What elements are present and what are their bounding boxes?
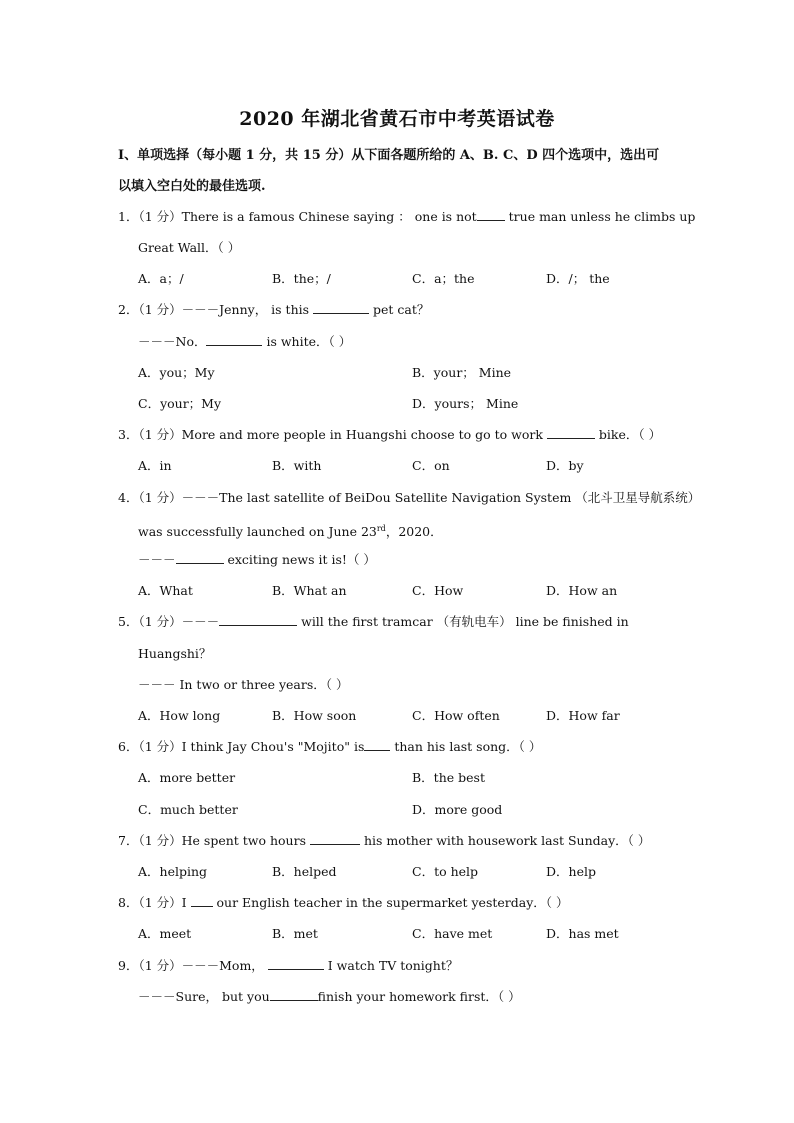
question-8 [118, 894, 569, 912]
question-2-option-a: A．you；My [138, 365, 215, 380]
question-3 [118, 426, 661, 444]
question-6 [118, 738, 541, 756]
ordinal-suffix: rd [376, 524, 386, 533]
question-5-continuation: Huangshi？ [138, 646, 212, 661]
answer-blank [176, 551, 224, 564]
question-5-option-c: C．How often [412, 708, 500, 723]
question-4-reply-tail: exciting news it is!（ ） [223, 552, 376, 567]
question-2-option-b: B．your； Mine [412, 365, 512, 380]
question-8-head: 8．（1 分）I [118, 895, 191, 910]
question-6-option-d: D．more good [412, 802, 503, 817]
question-7-option-d: D．help [546, 864, 596, 879]
question-2-tail: pet cat？ [369, 302, 430, 317]
question-8-option-a: A．meet [138, 926, 192, 941]
question-3-tail: bike．（ ） [594, 427, 662, 442]
question-4-reply [138, 551, 376, 569]
question-8-tail: our English teacher in the supermarket yesterday．（ ） [212, 895, 569, 910]
question-6-head: 6．（1 分）I think Jay Chou's "Mojito" is [118, 739, 365, 754]
answer-blank [310, 832, 360, 845]
section-instructions-line2: 以填入空白处的最佳选项. [118, 179, 266, 194]
question-4: 4．（1 分）－－－The last satellite of BeiDou Satellite Navigation System （北斗卫星导航系统） [118, 490, 701, 505]
question-5-head: 5．（1 分）－－－ [118, 614, 220, 629]
question-7-option-c: C．to help [412, 864, 479, 879]
answer-blank [270, 988, 318, 1001]
question-5 [118, 613, 629, 631]
question-5-reply: －－－ In two or three years．（ ） [138, 677, 349, 692]
question-1-head: 1．（1 分）There is a famous Chinese saying ： one is not [118, 209, 477, 224]
question-9 [118, 957, 458, 975]
question-8-option-d: D．has met [546, 926, 619, 941]
answer-blank [268, 957, 324, 970]
question-4-reply-head: －－－ [138, 552, 176, 567]
question-9-reply-head: －－－Sure， but you [138, 989, 270, 1004]
question-6-tail: than his last song．（ ） [390, 739, 542, 754]
question-1-option-a: A．a；/ [138, 271, 184, 286]
question-1-tail: true man unless he climbs up [504, 209, 696, 224]
answer-blank [547, 426, 595, 439]
question-9-reply-tail: finish your homework first．（ ） [317, 989, 521, 1004]
question-2-option-d: D．yours； Mine [412, 396, 519, 411]
section-instructions-line1: I、单项选择（每小题 1 分，共 15 分）从下面各题所给的 A、B. C、D 四个选项中，选出可 [118, 148, 660, 163]
question-7-option-b: B．helped [272, 864, 337, 879]
question-5-option-d: D．How far [546, 708, 620, 723]
question-8-option-c: C．have met [412, 926, 493, 941]
question-8-option-b: B．met [272, 926, 318, 941]
question-2-option-c: C．your；My [138, 396, 222, 411]
question-2-reply-head: －－－No． [138, 334, 207, 349]
question-3-option-d: D．by [546, 458, 584, 473]
question-9-head: 9．（1 分）－－－Mom， [118, 958, 268, 973]
answer-blank [191, 894, 213, 907]
section-instructions [118, 140, 678, 202]
question-3-option-c: C．on [412, 458, 450, 473]
question-3-option-a: A．in [138, 458, 172, 473]
question-9-tail: I watch TV tonight？ [323, 958, 459, 973]
page-title: 2020 年湖北省黄石市中考英语试卷 [239, 108, 555, 130]
question-1-option-c: C．a；the [412, 271, 475, 286]
question-5-option-b: B．How soon [272, 708, 357, 723]
question-7-tail: his mother with housework last Sunday．（ ） [359, 833, 651, 848]
answer-blank [206, 333, 262, 346]
answer-blank [364, 738, 390, 751]
question-4-option-a: A．What [138, 583, 193, 598]
answer-blank [219, 613, 297, 626]
answer-blank [477, 208, 505, 221]
question-2-head: 2．（1 分）－－－Jenny， is this [118, 302, 314, 317]
question-5-tail: will the first tramcar （有轨电车） line be finished in [297, 614, 629, 629]
question-1-option-b: B．the；/ [272, 271, 331, 286]
question-1-continuation: Great Wall．（ ） [138, 240, 241, 255]
question-4-option-b: B．What an [272, 583, 347, 598]
question-7-option-a: A．helping [138, 864, 208, 879]
question-2 [118, 301, 429, 319]
question-6-option-b: B．the best [412, 770, 485, 785]
question-9-reply [138, 988, 521, 1006]
question-3-head: 3．（1 分）More and more people in Huangshi choose to go to work [118, 427, 547, 442]
question-4-continuation [138, 520, 443, 541]
answer-blank [313, 301, 369, 314]
question-7-head: 7．（1 分）He spent two hours [118, 833, 310, 848]
question-1 [118, 208, 695, 226]
question-5-option-a: A．How long [138, 708, 221, 723]
question-2-reply-tail: is white．（ ） [262, 334, 352, 349]
question-3-option-b: B．with [272, 458, 322, 473]
question-4-cont-pre: was successfully launched on June 23 [138, 524, 377, 540]
question-7 [118, 832, 650, 850]
question-1-option-d: D．/； the [546, 271, 610, 286]
question-4-cont-post: ，2020． [385, 524, 443, 540]
question-4-option-c: C．How [412, 583, 464, 598]
question-6-option-c: C．much better [138, 802, 238, 817]
question-6-option-a: A．more better [138, 770, 236, 785]
question-2-reply [138, 333, 351, 351]
question-4-option-d: D．How an [546, 583, 618, 598]
